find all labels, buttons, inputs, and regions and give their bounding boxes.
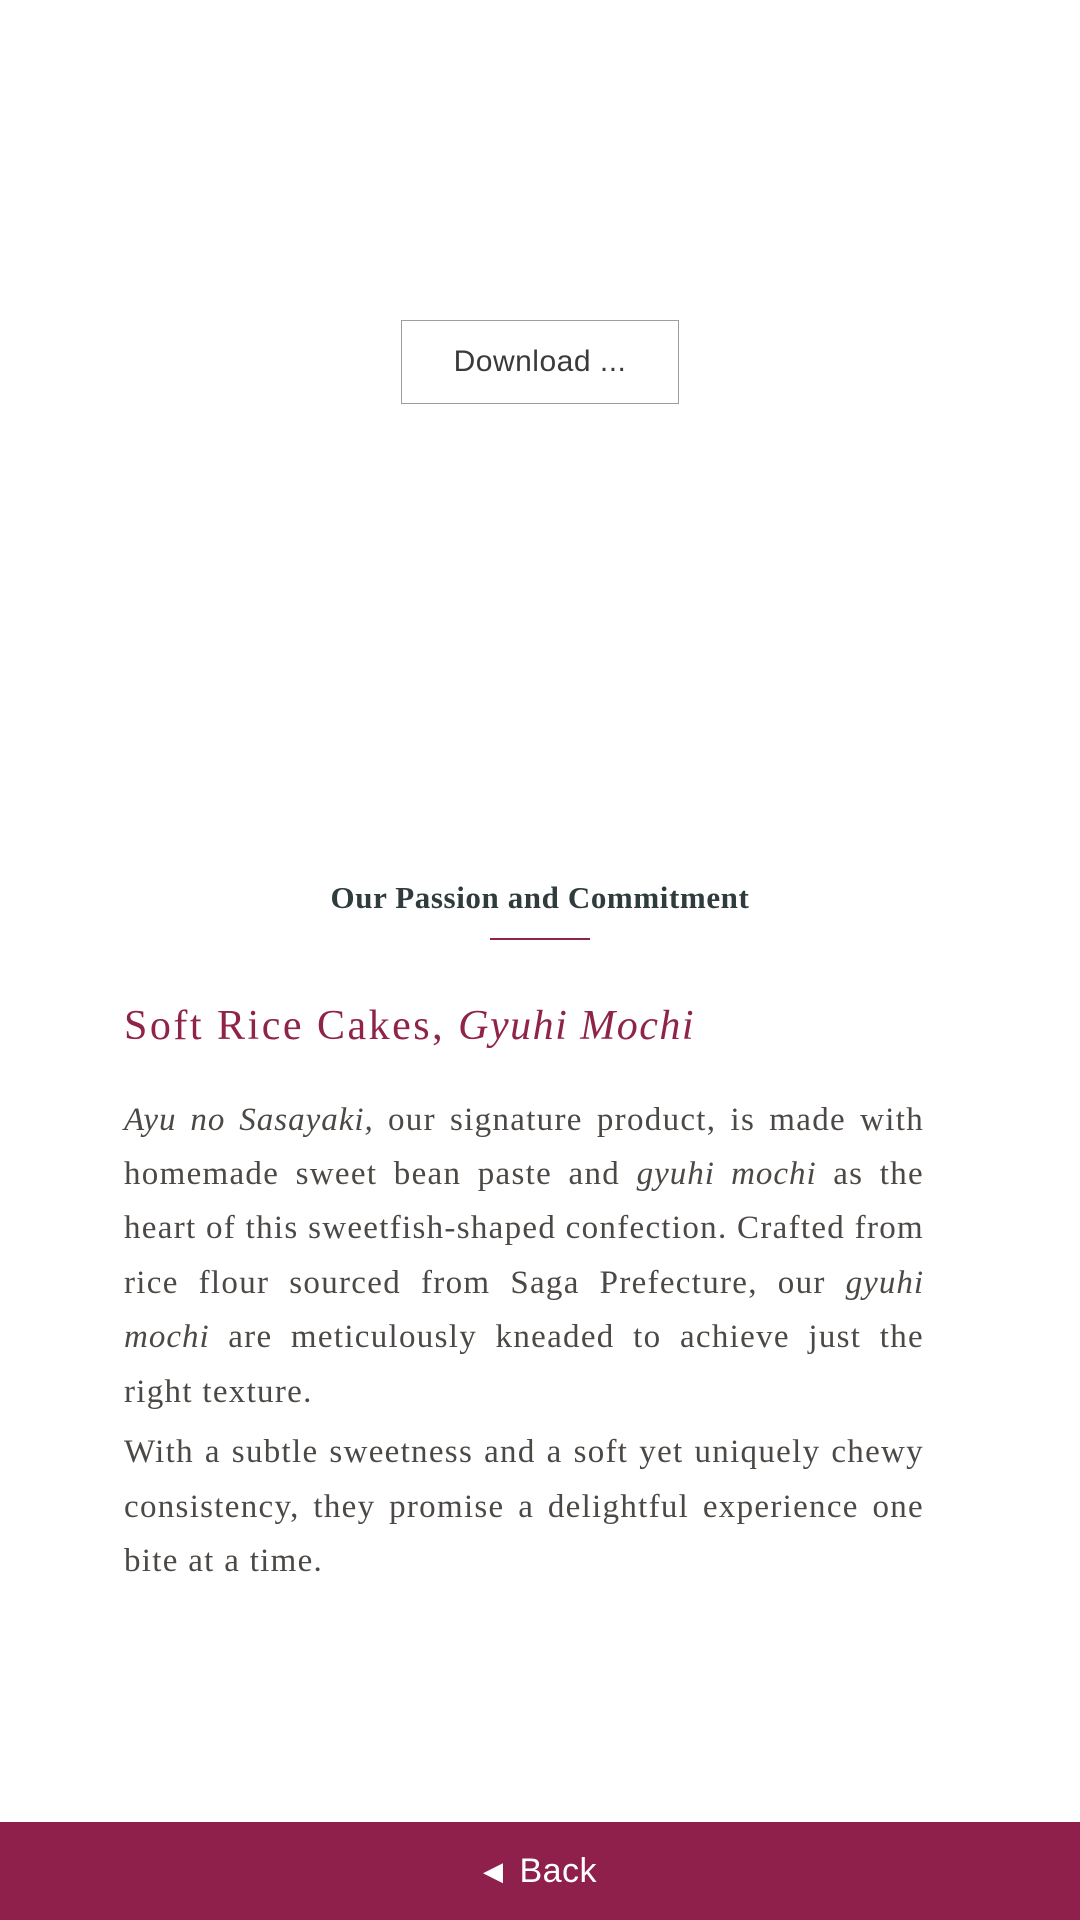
bottom-navigation-bar [0, 1822, 1080, 1920]
article-term-emphasis: Ayu no Sasayaki, [124, 1101, 374, 1138]
download-button-container [0, 320, 1080, 404]
article-body [124, 1093, 924, 1589]
download-button[interactable]: Download ... [401, 320, 679, 404]
article-title-plain: Soft Rice Cakes, [124, 1003, 446, 1049]
article-paragraph [124, 1425, 924, 1588]
article-title-emphasis: Gyuhi Mochi [458, 1003, 696, 1049]
section-title: Our Passion and Commitment [330, 880, 750, 915]
section-header [0, 880, 1080, 940]
article-term-emphasis: gyuhi mochi [124, 1264, 924, 1356]
caret-left-icon: ◀ [482, 1856, 504, 1886]
article-term-emphasis: gyuhi mochi [636, 1155, 817, 1192]
article [124, 1000, 924, 1594]
article-text: With a subtle sweetness and a soft yet uniquely chewy consistency, they promise a delightful experience one bite at a time. [124, 1434, 924, 1579]
back-button[interactable] [483, 1852, 597, 1891]
article-title [124, 1000, 924, 1053]
article-paragraph [124, 1093, 924, 1420]
article-text: as the heart of this sweetfish-shaped confection. Crafted from rice flour sourced from Saga Prefecture, our [124, 1155, 925, 1301]
article-text: are meticulously kneaded to achieve just the right texture. [124, 1319, 924, 1410]
article-text: our signature product, is made with homemade sweet bean paste and [124, 1101, 924, 1192]
section-divider [490, 938, 590, 940]
back-button-label: Back [519, 1851, 598, 1890]
